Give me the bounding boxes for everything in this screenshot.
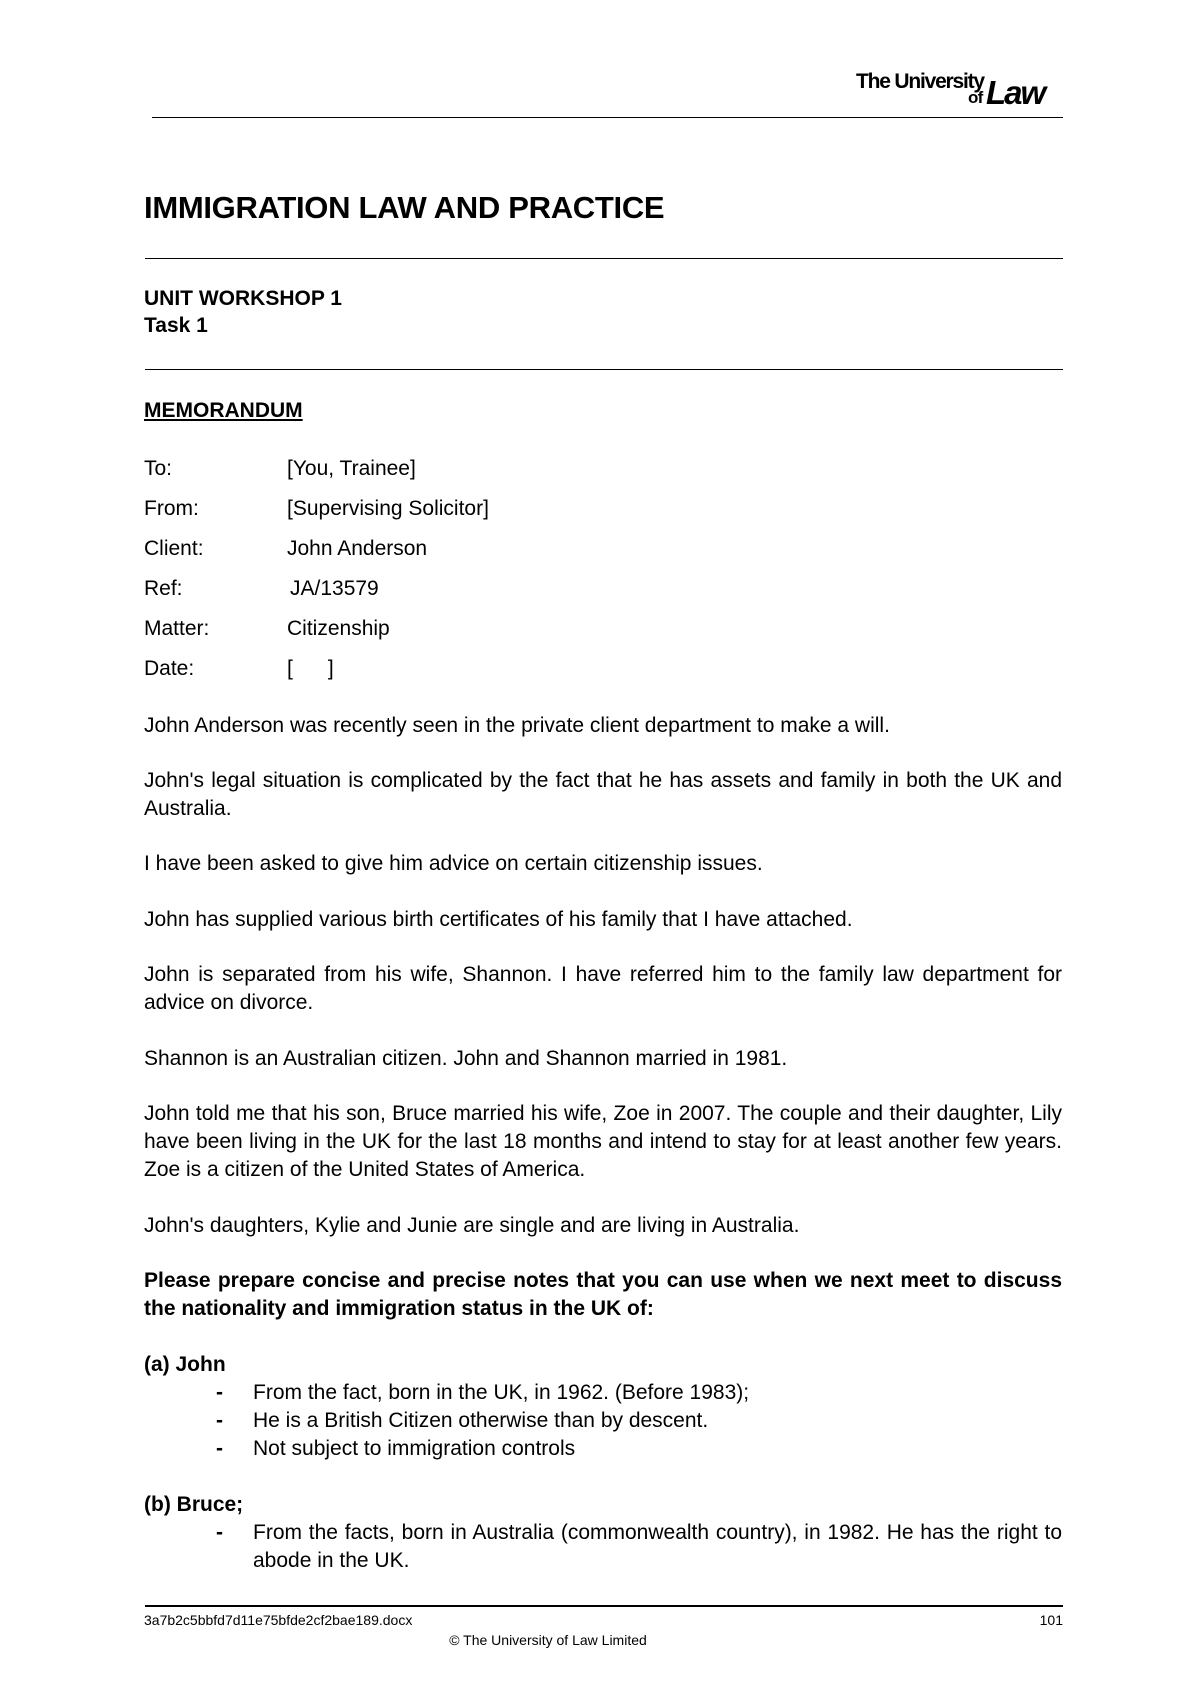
logo-text-line1: The University bbox=[856, 70, 984, 93]
field-value: [You, Trainee] bbox=[287, 457, 416, 480]
paragraph: John told me that his son, Bruce married his wife, Zoe in 2007. The couple and their daughter, Lily have been living in the UK for the last 18 months and intend to stay for at least another few years. Zoe is a citizen of the United States of America. bbox=[144, 1102, 1062, 1181]
memo-field-from bbox=[144, 497, 489, 521]
section-b-heading: (b) Bruce; bbox=[144, 1493, 244, 1516]
unit-block bbox=[144, 285, 342, 339]
field-value: John Anderson bbox=[287, 537, 428, 560]
memo-field-matter bbox=[144, 617, 390, 641]
footer-filename: 3a7b2c5bbfd7d11e75bfde2cf2bae189.docx bbox=[144, 1612, 413, 1628]
memo-field-ref bbox=[144, 577, 379, 601]
section-a-list bbox=[144, 1379, 1062, 1463]
logo-text-line3: Law bbox=[986, 74, 1045, 111]
field-label: Ref: bbox=[144, 577, 183, 600]
instruction-paragraph: Please prepare concise and precise notes that you can use when we next meet to discuss the nationality and immigration status in the UK of: bbox=[144, 1269, 1062, 1320]
task-label: Task 1 bbox=[144, 314, 208, 337]
bullet-text: From the fact, born in the UK, in 1962. (Before 1983); bbox=[253, 1381, 750, 1404]
field-label: From: bbox=[144, 497, 199, 520]
list-item bbox=[144, 1435, 1062, 1463]
unit-rule bbox=[145, 369, 1063, 370]
list-item bbox=[144, 1519, 1062, 1575]
title-rule bbox=[145, 258, 1063, 259]
field-label: To: bbox=[144, 457, 173, 480]
document-title: IMMIGRATION LAW AND PRACTICE bbox=[144, 190, 665, 225]
university-of-law-logo bbox=[856, 68, 1066, 112]
footer-copyright: © The University of Law Limited bbox=[449, 1632, 647, 1648]
memo-field-date bbox=[144, 657, 334, 681]
section-b-list bbox=[144, 1519, 1062, 1575]
list-item bbox=[144, 1407, 1062, 1435]
field-label: Client: bbox=[144, 537, 204, 560]
memo-field-client bbox=[144, 537, 428, 561]
paragraph: John's legal situation is complicated by the fact that he has assets and family in both the UK and Australia. bbox=[144, 769, 1062, 820]
field-label: Matter: bbox=[144, 617, 210, 640]
bullet-marker: - bbox=[216, 1437, 223, 1460]
memorandum-heading: MEMORANDUM bbox=[144, 399, 303, 422]
paragraph: Shannon is an Australian citizen. John and Shannon married in 1981. bbox=[144, 1047, 788, 1070]
bullet-text: Not subject to immigration controls bbox=[253, 1437, 576, 1460]
footer-page-number: 101 bbox=[1039, 1612, 1063, 1628]
bullet-marker: - bbox=[216, 1381, 223, 1404]
field-value: [Supervising Solicitor] bbox=[287, 497, 489, 520]
field-value: [ ] bbox=[287, 657, 334, 680]
footer-rule bbox=[145, 1605, 1063, 1607]
paragraph: I have been asked to give him advice on certain citizenship issues. bbox=[144, 852, 763, 875]
bullet-marker: - bbox=[216, 1521, 223, 1544]
section-a-heading: (a) John bbox=[144, 1353, 226, 1376]
bullet-marker: - bbox=[216, 1409, 223, 1432]
paragraph: John's daughters, Kylie and Junie are single and are living in Australia. bbox=[144, 1214, 800, 1237]
paragraph: John has supplied various birth certificates of his family that I have attached. bbox=[144, 908, 853, 931]
logo-text-line2: of bbox=[968, 88, 983, 107]
paragraph: John Anderson was recently seen in the private client department to make a will. bbox=[144, 714, 890, 737]
field-label: Date: bbox=[144, 657, 195, 680]
header-rule bbox=[152, 117, 1063, 118]
field-value: Citizenship bbox=[287, 617, 390, 640]
paragraph: John is separated from his wife, Shannon. I have referred him to the family law department for advice on divorce. bbox=[144, 963, 1062, 1014]
bullet-text: He is a British Citizen otherwise than by descent. bbox=[253, 1409, 709, 1432]
unit-label: UNIT WORKSHOP 1 bbox=[144, 287, 342, 310]
bullet-text: From the facts, born in Australia (commonwealth country), in 1982. He has the right to abode in the UK. bbox=[253, 1521, 1062, 1572]
field-value: JA/13579 bbox=[290, 577, 379, 600]
list-item bbox=[144, 1379, 1062, 1407]
memo-field-to bbox=[144, 457, 416, 481]
